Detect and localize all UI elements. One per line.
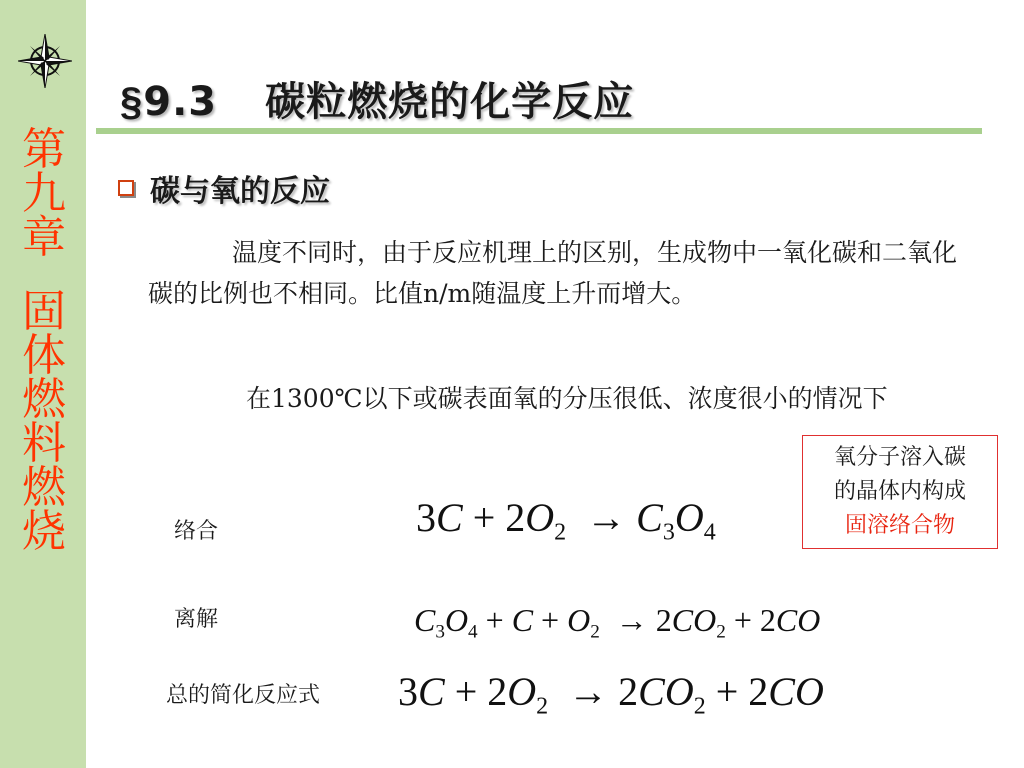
sidebar	[0, 0, 86, 768]
paragraph-1: 温度不同时，由于反应机理上的区别，生成物中一氧化碳和二氧化碳的比例也不相同。比值n/m随温度上升而增大。	[148, 238, 958, 308]
reaction-label-overall: 总的简化反应式	[166, 683, 321, 708]
bullet-square-icon	[118, 180, 134, 196]
paragraph-2: 在1300℃以下或碳表面氧的分压很低、浓度很小的情况下	[246, 384, 888, 413]
equation-overall: $3C + 2O_2 \to 2CO_2 + 2CO$	[398, 669, 824, 720]
note-box	[802, 435, 998, 549]
note-line-1: 氧分子溶入碳	[833, 445, 966, 470]
section-number: 9.3	[143, 79, 218, 125]
title-text: 碳粒燃烧的化学反应	[265, 79, 635, 125]
title-divider	[96, 128, 982, 134]
section-heading: 碳与氧的反应	[150, 174, 330, 209]
note-line-3: 固溶络合物	[844, 513, 955, 538]
reaction-label-dissociation: 离解	[174, 607, 219, 632]
section-mark: §	[120, 80, 144, 124]
compass-star-icon	[18, 34, 72, 88]
chapter-title: 第 九 章 固 体 燃 料 燃 烧	[22, 124, 66, 557]
equation-complexation: $3C + 2O_2 \to C_3O_4$	[416, 495, 716, 546]
reaction-label-complexation: 络合	[174, 519, 219, 544]
note-line-2: 的晶体内构成	[833, 479, 966, 504]
page-title	[120, 70, 634, 127]
equation-dissociation: $C_3O_4 + C + O_2 \to 2CO_2 + 2CO$	[414, 602, 821, 643]
